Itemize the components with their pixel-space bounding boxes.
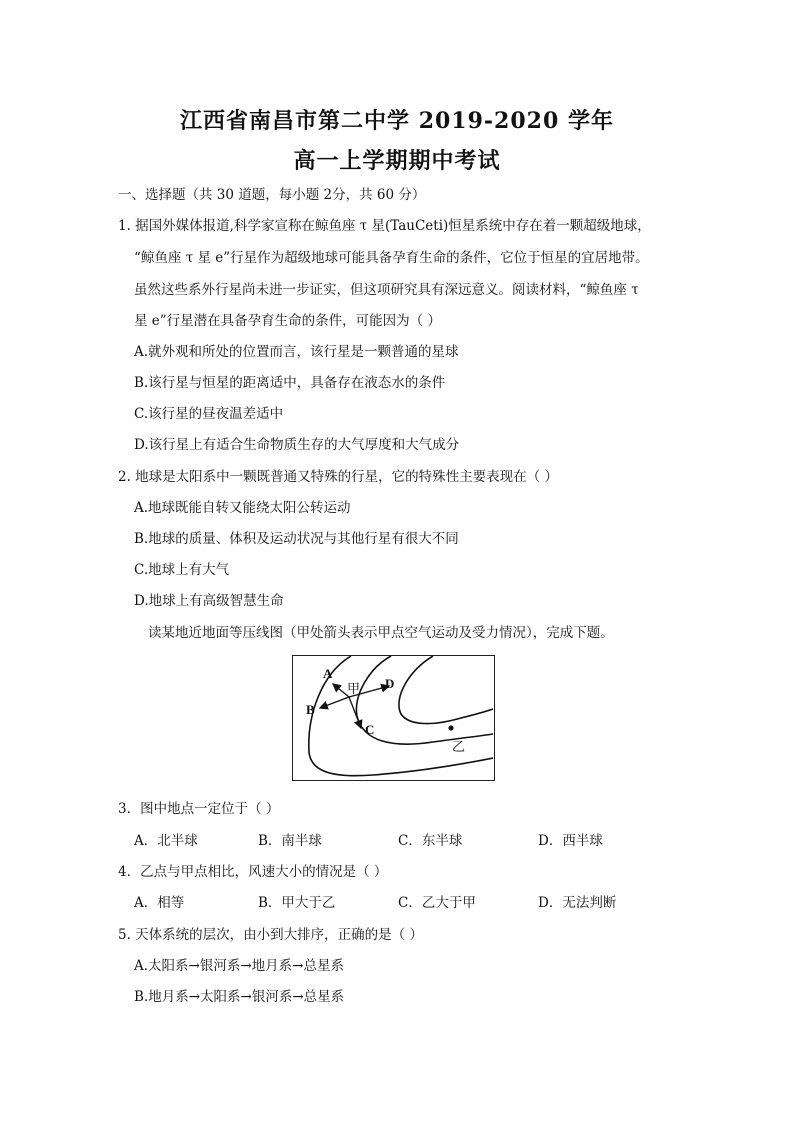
q3-stem: 3．图中地点一定位于（ ）	[118, 801, 280, 817]
q5-option-a: A.太阳系→银河系→地月系→总星系	[134, 958, 344, 974]
q3-option-d: D．西半球	[538, 833, 603, 849]
q3-option-a: A．北半球	[134, 833, 198, 849]
q1-stem-line2: “鲸鱼座 τ 星 e”行星作为超级地球可能具备孕育生命的条件，它位于恒星的宜居地带。	[134, 250, 649, 266]
q1-option-a: A.就外观和所处的位置而言，该行星是一颗普通的星球	[134, 344, 459, 360]
q4-stem: 4．乙点与甲点相比，风速大小的情况是（ ）	[118, 864, 388, 880]
q2-option-c: C.地球上有大气	[134, 562, 230, 578]
q5-stem: 5. 天体系统的层次，由小到大排序，正确的是（ ）	[118, 927, 423, 943]
q3-option-b: B．南半球	[258, 833, 322, 849]
arrow-to-c	[349, 697, 361, 728]
q5-option-b: B.地月系→太阳系→银河系→总星系	[134, 989, 345, 1005]
q1-stem-line1: 1. 据国外媒体报道,科学家宣称在鲸鱼座 τ 星(TauCeti)恒星系统中存在着一颗超级地球，	[118, 218, 651, 234]
q1-option-d: D.该行星上有适合生命物质生存的大气厚度和大气成分	[134, 437, 460, 453]
q4-options	[134, 894, 694, 912]
q1-stem-line4: 星 e”行星潜在具备孕育生命的条件，可能因为（ ）	[134, 313, 441, 329]
isobar-middle	[356, 656, 493, 744]
label-b: B	[306, 702, 315, 717]
figure-intro: 读某地近地面等压线图（甲处箭头表示甲点空气运动及受力情况），完成下题。	[148, 625, 614, 641]
label-a: A	[323, 666, 333, 681]
q4-option-d: D．无法判断	[538, 895, 617, 911]
label-d: D	[385, 676, 395, 691]
arrow-to-b	[320, 697, 349, 708]
q4-option-c: C．乙大于甲	[398, 895, 476, 911]
label-jia: 甲	[347, 681, 361, 696]
label-yi: 乙	[452, 739, 466, 754]
point-yi	[448, 725, 453, 730]
q2-option-d: D.地球上有高级智慧生命	[134, 593, 284, 609]
q3-options	[134, 832, 694, 850]
q3-option-c: C．东半球	[398, 833, 463, 849]
section-heading: 一、选择题（共 30 道题，每小题 2分，共 60 分）	[118, 187, 426, 203]
exam-title-line2: 高一上学期期中考试	[293, 148, 501, 174]
q1-option-b: B.该行星与恒星的距离适中，具备存在液态水的条件	[134, 375, 446, 391]
q4-option-b: B．甲大于乙	[258, 895, 336, 911]
isobar-inner	[399, 656, 493, 724]
isobar-outer	[309, 656, 493, 776]
exam-title-line1: 江西省南昌市第二中学 2019-2020 学年	[180, 108, 614, 134]
q1-stem-line3: 虽然这些系外行星尚未进一步证实，但这项研究具有深远意义。阅读材料，“鲸鱼座 τ	[134, 282, 639, 298]
q4-option-a: A．相等	[134, 895, 185, 911]
isobar-figure	[292, 655, 495, 781]
q2-option-b: B.地球的质量、体积及运动状况与其他行星有很大不同	[134, 531, 459, 547]
q2-stem: 2. 地球是太阳系中一颗既普通又特殊的行星，它的特殊性主要表现在（ ）	[118, 469, 558, 485]
q2-option-a: A.地球既能自转又能绕太阳公转运动	[134, 500, 351, 516]
label-c: C	[365, 722, 375, 737]
q1-option-c: C.该行星的昼夜温差适中	[134, 406, 284, 422]
